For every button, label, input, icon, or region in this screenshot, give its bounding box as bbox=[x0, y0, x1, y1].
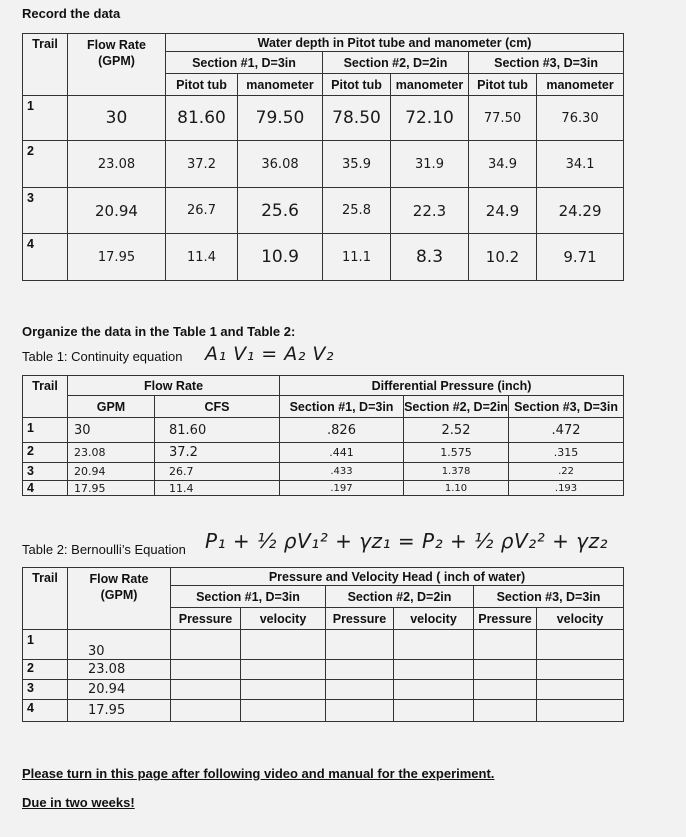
row-number: 4 bbox=[23, 700, 68, 722]
cell-value: 25.8 bbox=[323, 188, 391, 234]
pressure-velocity-head-header: Pressure and Velocity Head ( inch of water) bbox=[171, 568, 624, 586]
pressure-header-3: Pressure bbox=[474, 608, 537, 630]
table-row bbox=[23, 660, 624, 680]
table1-caption: Table 1: Continuity equation bbox=[22, 349, 183, 364]
velocity-header-3: velocity bbox=[537, 608, 624, 630]
row-number: 2 bbox=[23, 443, 68, 463]
bernoulli-equation: P₁ + ½ ρV₁² + γz₁ = P₂ + ½ ρV₂² + γz₂ bbox=[205, 529, 609, 553]
flow-value: 23.08 bbox=[68, 141, 166, 188]
pitot-header-2: Pitot tub bbox=[323, 74, 391, 96]
table-row bbox=[23, 443, 624, 463]
page-heading: Record the data bbox=[22, 6, 121, 21]
section2-header: Section #2, D=2in bbox=[404, 396, 509, 418]
row-number: 2 bbox=[23, 141, 68, 188]
cell-value: 11.1 bbox=[323, 234, 391, 281]
flow-value: 17.95 bbox=[68, 700, 171, 722]
table-row bbox=[23, 680, 624, 700]
cell-value: 10.2 bbox=[469, 234, 537, 281]
continuity-table bbox=[22, 375, 624, 496]
section3-header: Section #3, D=3in bbox=[469, 52, 624, 74]
cell-value: .197 bbox=[280, 481, 404, 496]
cell-value: 24.29 bbox=[537, 188, 624, 234]
cell-value: 35.9 bbox=[323, 141, 391, 188]
gpm-header: GPM bbox=[68, 396, 155, 418]
row-number: 1 bbox=[23, 96, 68, 141]
cell-value: .22 bbox=[509, 463, 624, 481]
section3-header: Section #3, D=3in bbox=[474, 586, 624, 608]
pressure-header-2: Pressure bbox=[326, 608, 394, 630]
gpm-value: 30 bbox=[68, 418, 155, 443]
flow-value: 17.95 bbox=[68, 234, 166, 281]
row-number: 3 bbox=[23, 463, 68, 481]
cell-value: 2.52 bbox=[404, 418, 509, 443]
table-row bbox=[23, 481, 624, 496]
velocity-header-2: velocity bbox=[394, 608, 474, 630]
section1-header: Section #1, D=3in bbox=[166, 52, 323, 74]
cell-value: .826 bbox=[280, 418, 404, 443]
table-row bbox=[23, 141, 624, 188]
table2-caption: Table 2: Bernoulli’s Equation bbox=[22, 542, 186, 557]
section2-header: Section #2, D=2in bbox=[326, 586, 474, 608]
row-number: 3 bbox=[23, 680, 68, 700]
row-number: 4 bbox=[23, 234, 68, 281]
manometer-header-3: manometer bbox=[537, 74, 624, 96]
row-number: 1 bbox=[23, 418, 68, 443]
cell-value: 1.378 bbox=[404, 463, 509, 481]
flow-rate-header: Flow Rate (GPM) bbox=[68, 34, 166, 96]
cell-value: 8.3 bbox=[391, 234, 469, 281]
cell-value: 25.6 bbox=[238, 188, 323, 234]
flow-rate-header: Flow Rate bbox=[68, 376, 280, 396]
cell-value: 34.1 bbox=[537, 141, 624, 188]
cell-value: 72.10 bbox=[391, 96, 469, 141]
gpm-value: 20.94 bbox=[68, 463, 155, 481]
cell-value: 1.575 bbox=[404, 443, 509, 463]
table-row bbox=[23, 188, 624, 234]
flow-rate-header: Flow Rate (GPM) bbox=[68, 568, 171, 630]
row-number: 4 bbox=[23, 481, 68, 496]
turn-in-note: Please turn in this page after following video and manual for the experiment. bbox=[22, 766, 495, 781]
cell-value: .193 bbox=[509, 481, 624, 496]
cell-value: 11.4 bbox=[166, 234, 238, 281]
cell-value: .441 bbox=[280, 443, 404, 463]
cfs-value: 81.60 bbox=[155, 418, 280, 443]
cell-value: .433 bbox=[280, 463, 404, 481]
table-row bbox=[23, 96, 624, 141]
flow-value: 30 bbox=[68, 630, 171, 660]
pitot-header-1: Pitot tub bbox=[166, 74, 238, 96]
cell-value: 34.9 bbox=[469, 141, 537, 188]
cell-value: .315 bbox=[509, 443, 624, 463]
manometer-header-1: manometer bbox=[238, 74, 323, 96]
continuity-equation: A₁ V₁ = A₂ V₂ bbox=[205, 343, 335, 365]
section3-header: Section #3, D=3in bbox=[509, 396, 624, 418]
cfs-value: 11.4 bbox=[155, 481, 280, 496]
cfs-value: 37.2 bbox=[155, 443, 280, 463]
row-number: 1 bbox=[23, 630, 68, 660]
trail-header: Trail bbox=[23, 568, 68, 630]
bernoulli-table bbox=[22, 567, 624, 722]
trail-header: Trail bbox=[23, 34, 68, 96]
cell-value: 76.30 bbox=[537, 96, 624, 141]
cell-value: .472 bbox=[509, 418, 624, 443]
water-depth-header: Water depth in Pitot tube and manometer (cm) bbox=[166, 34, 624, 52]
cell-value: 26.7 bbox=[166, 188, 238, 234]
cell-value: 22.3 bbox=[391, 188, 469, 234]
record-data-table bbox=[22, 33, 624, 281]
cell-value: 24.9 bbox=[469, 188, 537, 234]
velocity-header-1: velocity bbox=[241, 608, 326, 630]
gpm-value: 23.08 bbox=[68, 443, 155, 463]
organize-instruction: Organize the data in the Table 1 and Table 2: bbox=[22, 324, 296, 339]
gpm-value: 17.95 bbox=[68, 481, 155, 496]
pitot-header-3: Pitot tub bbox=[469, 74, 537, 96]
cell-value: 81.60 bbox=[166, 96, 238, 141]
cell-value: 31.9 bbox=[391, 141, 469, 188]
row-number: 2 bbox=[23, 660, 68, 680]
flow-value: 20.94 bbox=[68, 680, 171, 700]
table-row bbox=[23, 700, 624, 722]
row-number: 3 bbox=[23, 188, 68, 234]
cell-value: 36.08 bbox=[238, 141, 323, 188]
trail-header: Trail bbox=[23, 376, 68, 418]
pressure-header-1: Pressure bbox=[171, 608, 241, 630]
cell-value: 37.2 bbox=[166, 141, 238, 188]
cell-value: 9.71 bbox=[537, 234, 624, 281]
table-row bbox=[23, 463, 624, 481]
flow-value: 20.94 bbox=[68, 188, 166, 234]
flow-value: 23.08 bbox=[68, 660, 171, 680]
flow-value: 30 bbox=[68, 96, 166, 141]
cfs-header: CFS bbox=[155, 396, 280, 418]
cell-value: 79.50 bbox=[238, 96, 323, 141]
table-row bbox=[23, 418, 624, 443]
cell-value: 77.50 bbox=[469, 96, 537, 141]
section1-header: Section #1, D=3in bbox=[171, 586, 326, 608]
table-row bbox=[23, 630, 624, 660]
cell-value: 1.10 bbox=[404, 481, 509, 496]
differential-pressure-header: Differential Pressure (inch) bbox=[280, 376, 624, 396]
manometer-header-2: manometer bbox=[391, 74, 469, 96]
cell-value: 10.9 bbox=[238, 234, 323, 281]
section1-header: Section #1, D=3in bbox=[280, 396, 404, 418]
cfs-value: 26.7 bbox=[155, 463, 280, 481]
section2-header: Section #2, D=2in bbox=[323, 52, 469, 74]
due-note: Due in two weeks! bbox=[22, 795, 135, 810]
cell-value: 78.50 bbox=[323, 96, 391, 141]
table-row bbox=[23, 234, 624, 281]
